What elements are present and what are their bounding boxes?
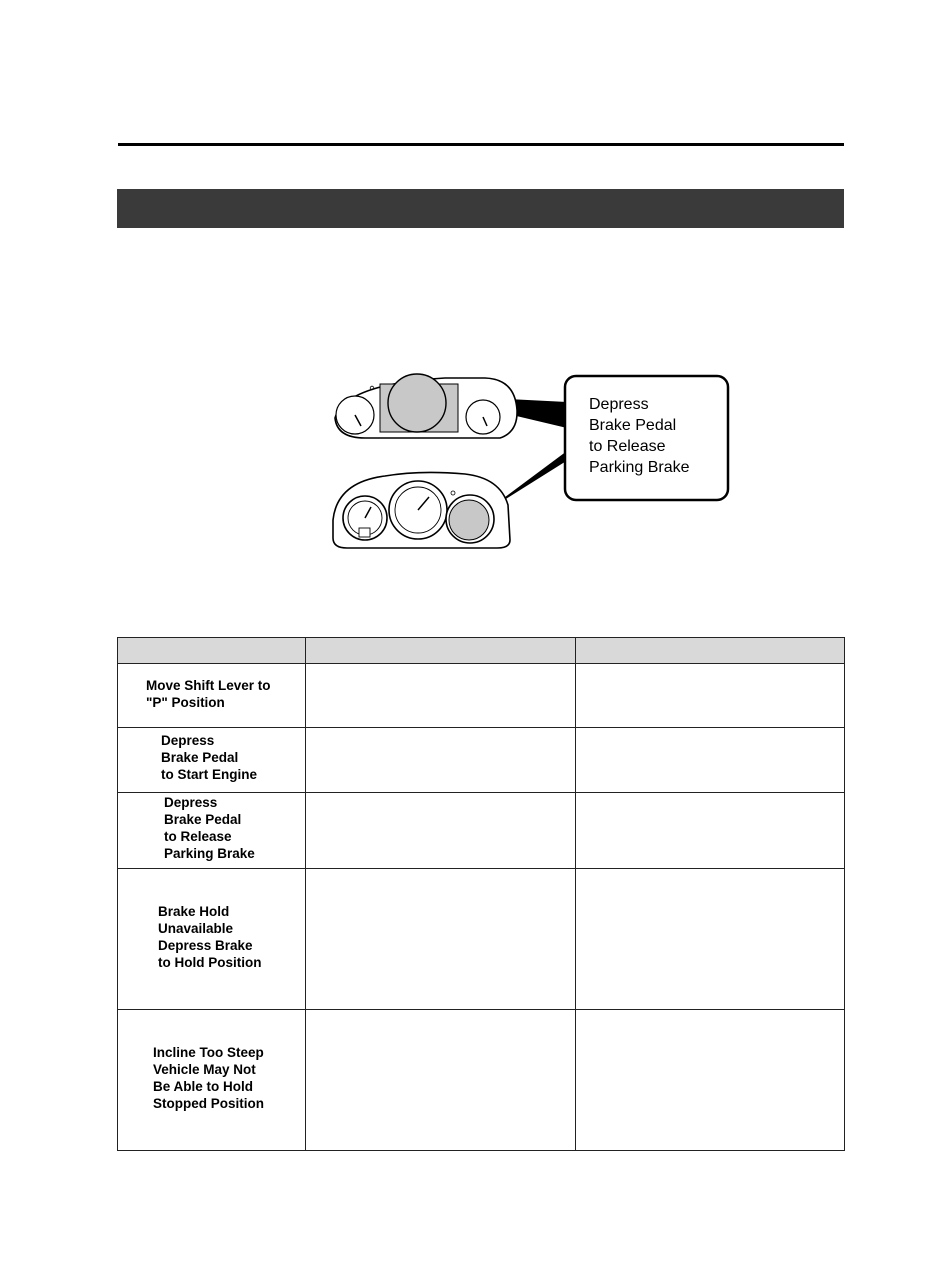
upper-instrument-cluster: [335, 374, 517, 438]
table-header: [118, 638, 306, 664]
callout-line: Brake Pedal: [589, 417, 677, 434]
message-cell: [118, 869, 306, 1010]
message-text: Depress Brake Pedal to Start Engine: [161, 733, 258, 782]
table-row: [118, 793, 845, 869]
table-row: [118, 869, 845, 1010]
message-cell: [118, 1010, 306, 1151]
table-cell: [306, 869, 576, 1010]
message-text: Incline Too Steep Vehicle May Not Be Able to Hold Stopped Position: [153, 1045, 264, 1111]
message-text: Move Shift Lever to "P" Position: [146, 678, 271, 710]
message-text: Depress Brake Pedal to Release Parking Brake: [164, 795, 255, 861]
table-cell: [576, 728, 845, 793]
message-table: [117, 637, 845, 1151]
callout-line: Depress: [589, 396, 649, 413]
table-cell: [306, 1010, 576, 1151]
table-row: [118, 1010, 845, 1151]
callout-line: to Release: [589, 438, 666, 455]
table-cell: [576, 869, 845, 1010]
message-cell: [118, 793, 306, 869]
message-cell: [118, 664, 306, 728]
table-cell: [576, 793, 845, 869]
table-header: [306, 638, 576, 664]
table-row: [118, 728, 845, 793]
table-cell: [306, 664, 576, 728]
message-text: Brake Hold Unavailable Depress Brake to Hold Position: [158, 904, 262, 970]
table-header-row: [118, 638, 845, 664]
instrument-cluster-figure: [325, 370, 735, 555]
table-cell: [576, 664, 845, 728]
callout-line: Parking Brake: [589, 459, 690, 476]
message-cell: [118, 728, 306, 793]
table-cell: [576, 1010, 845, 1151]
table-header: [576, 638, 845, 664]
top-rule: [118, 143, 844, 146]
table-row: [118, 664, 845, 728]
lower-instrument-cluster: [333, 472, 510, 548]
section-title-bar: [117, 189, 844, 228]
